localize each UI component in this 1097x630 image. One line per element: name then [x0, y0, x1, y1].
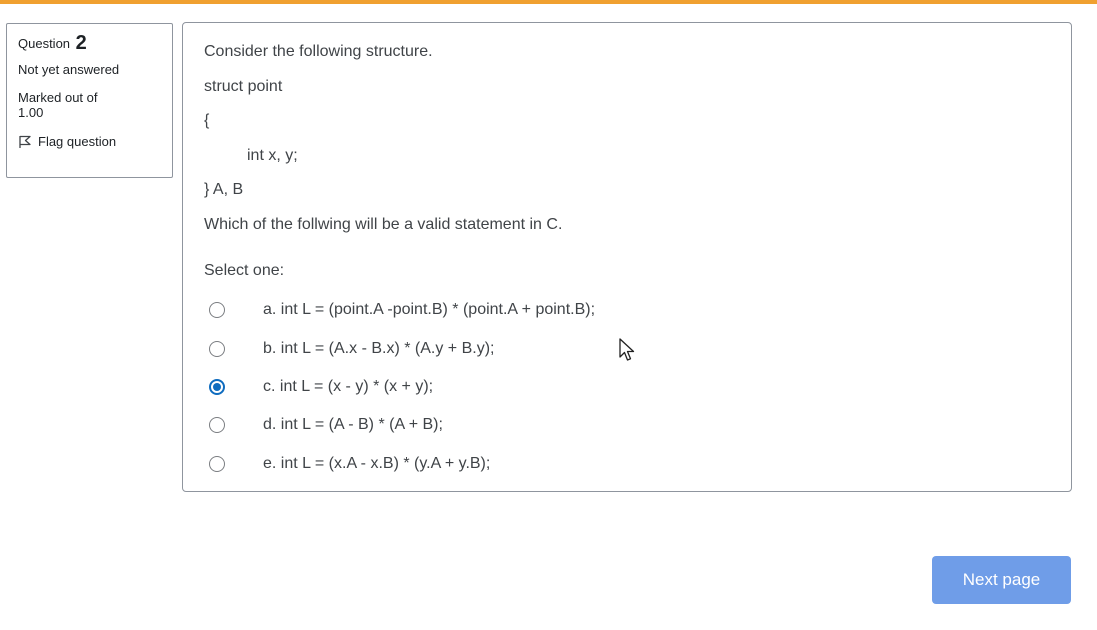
answer-option-c[interactable]	[209, 368, 595, 406]
answer-options	[209, 291, 595, 483]
radio-option-c[interactable]	[209, 379, 225, 395]
radio-option-d[interactable]	[209, 417, 225, 433]
mouse-pointer-icon	[619, 338, 637, 369]
grade-value: 1.00	[18, 105, 44, 120]
flag-question-label: Flag question	[38, 134, 117, 149]
radio-option-e[interactable]	[209, 456, 225, 472]
question-label: Question	[18, 36, 71, 51]
question-info-panel	[6, 23, 173, 178]
answer-option-a[interactable]	[209, 291, 595, 329]
answer-label-d[interactable]: d. int L = (A - B) * (A + B);	[263, 416, 443, 434]
question-number-value: 2	[75, 32, 87, 54]
question-state: Not yet answered	[18, 62, 120, 77]
top-accent-bar	[0, 0, 1097, 4]
answer-label-c[interactable]: c. int L = (x - y) * (x + y);	[263, 377, 434, 395]
flag-question-link[interactable]	[18, 134, 172, 149]
answer-label-a[interactable]: a. int L = (point.A -point.B) * (point.A + point.B);	[263, 301, 596, 319]
answer-option-b[interactable]	[209, 329, 595, 367]
next-page-button[interactable]: Next page	[932, 556, 1071, 604]
grade-label: Marked out of	[18, 90, 98, 105]
answer-option-d[interactable]	[209, 406, 595, 444]
question-line: struct point	[204, 77, 283, 95]
question-number	[18, 33, 172, 54]
radio-option-b[interactable]	[209, 341, 225, 357]
question-line: int x, y;	[247, 146, 298, 164]
question-grade	[18, 90, 172, 120]
question-text	[204, 35, 562, 242]
answer-label-b[interactable]: b. int L = (A.x - B.x) * (A.y + B.y);	[263, 339, 495, 357]
question-content-box	[182, 22, 1072, 492]
select-one-prompt: Select one:	[204, 262, 285, 279]
question-line: {	[204, 112, 210, 129]
question-line: Which of the follwing will be a valid statement in C.	[204, 215, 563, 233]
answer-option-e[interactable]	[209, 445, 595, 483]
radio-option-a[interactable]	[209, 302, 225, 318]
question-line: } A, B	[204, 181, 244, 198]
question-line: Consider the following structure.	[204, 43, 433, 60]
flag-icon	[18, 135, 32, 149]
answer-label-e[interactable]: e. int L = (x.A - x.B) * (y.A + y.B);	[263, 454, 491, 472]
